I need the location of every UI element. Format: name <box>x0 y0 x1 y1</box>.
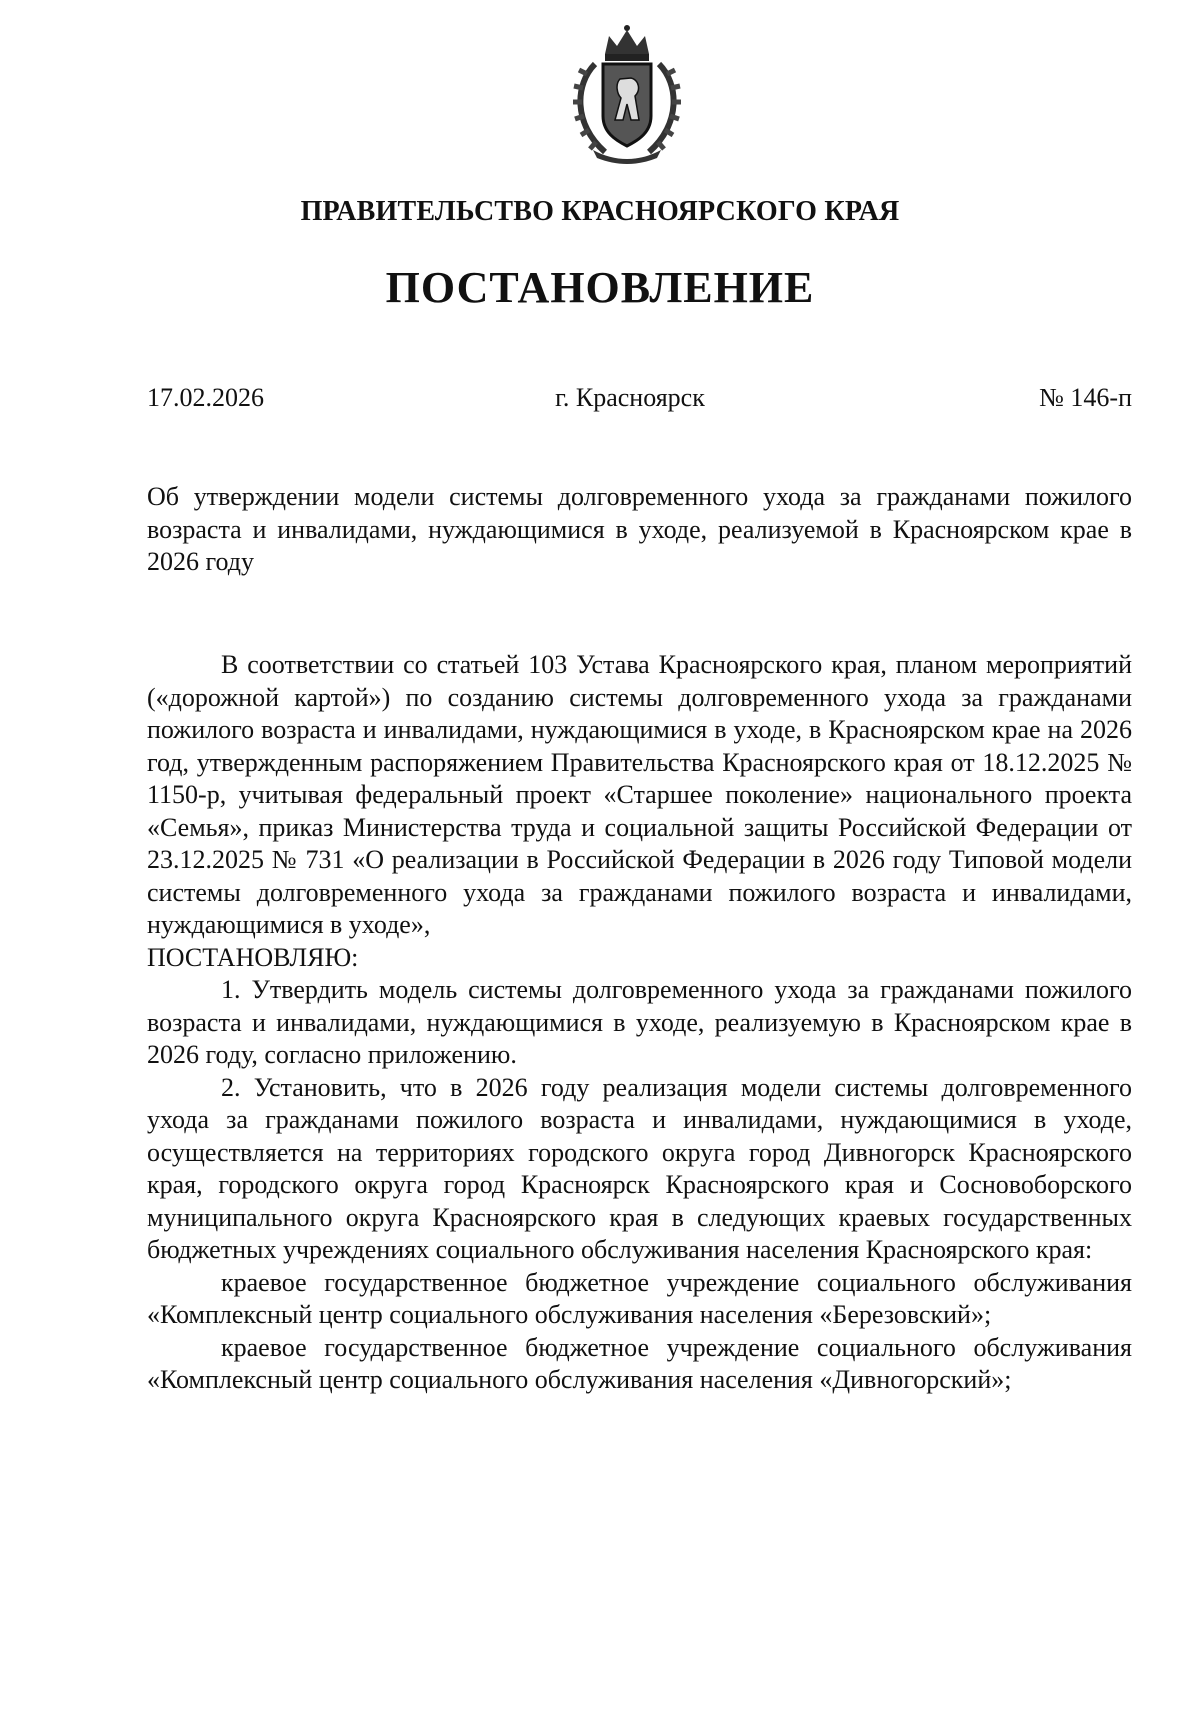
organization-1-paragraph: краевое государственное бюджетное учреждение социального обслуживания «Комплексный центр социального обслуживания населения «Березовский»; <box>147 1267 1132 1329</box>
item-2-paragraph: 2. Установить, что в 2026 году реализация модели системы долговременного ухода за гражданами пожилого возраста и инвалидами, нуждающимися в уходе, осуществляется на территориях городского округа город Дивногорск Красноярского края, городского округа город Красноярск Красноярского края и Сосновоборского муниципального округа Красноярского края в следующих краевых государственных бюджетных учреждениях социального обслуживания населения Красноярского края: <box>147 1072 1132 1264</box>
preamble-paragraph: В соответствии со статьей 103 Устава Красноярского края, планом мероприятий («дорожной картой») по созданию системы долговременного ухода за гражданами пожилого возраста и инвалидами, нуждающимися в уходе, в Красноярском крае на 2026 год, утвержденным распоряжением Правительства Красноярского края от 18.12.2025 № 1150-р, учитывая федеральный проект «Старшее поколение» национального проекта «Семья», приказ Министерства труда и социальной защиты Российской Федерации от 23.12.2025 № 731 «О реализации в Российской Федерации в 2026 году Типовой модели системы долговременного ухода за гражданами пожилого возраста и инвалидами, нуждающимися в уходе», <box>147 650 1132 939</box>
government-name: ПРАВИТЕЛЬСТВО КРАСНОЯРСКОГО КРАЯ <box>300 196 900 227</box>
document-date: 17.02.2026 <box>147 383 264 412</box>
organization-2-paragraph: краевое государственное бюджетное учреждение социального обслуживания «Комплексный центр социального обслуживания населения «Дивногорский»; <box>147 1332 1132 1394</box>
item-1-paragraph: 1. Утвердить модель системы долговременного ухода за гражданами пожилого возраста и инвалидами, нуждающимися в уходе, реализуемую в Красноярском крае в 2026 году, согласно приложению. <box>147 975 1132 1069</box>
document-title: Об утверждении модели системы долговременного ухода за гражданами пожилого возраста и инвалидами, нуждающимися в уходе, реализуемой в Красноярском крае в 2026 году <box>147 482 1132 576</box>
resolve-heading: ПОСТАНОВЛЯЮ: <box>147 942 359 972</box>
document-body <box>147 649 1132 1397</box>
document-number: № 146-п <box>1039 383 1132 412</box>
coat-of-arms-icon <box>565 24 689 164</box>
document-type: ПОСТАНОВЛЕНИЕ <box>385 263 815 312</box>
document-city: г. Красноярск <box>555 383 705 412</box>
